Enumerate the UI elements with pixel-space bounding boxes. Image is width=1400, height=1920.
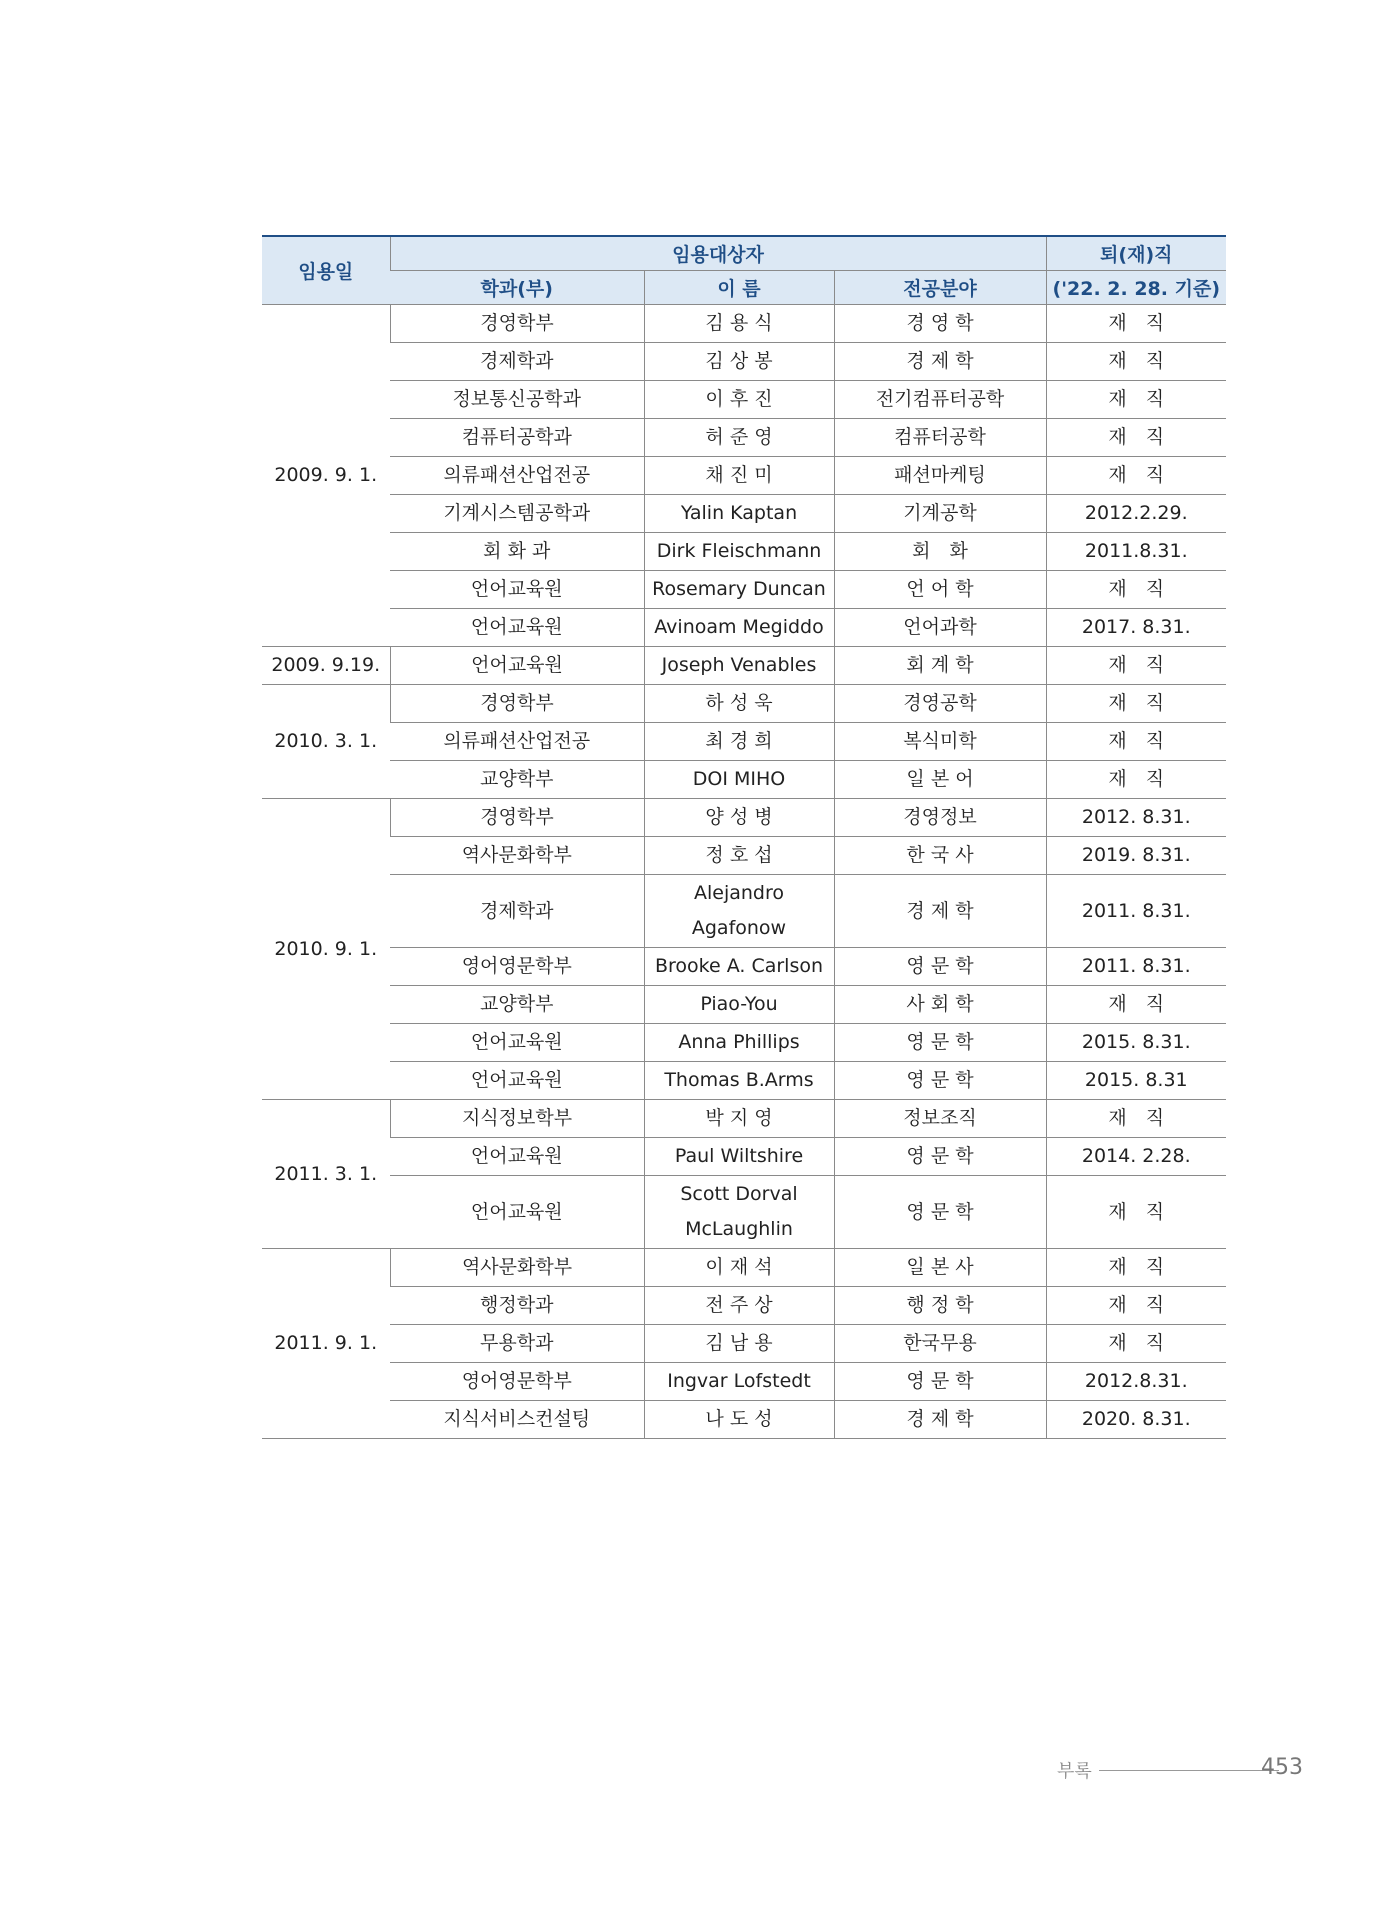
cell-name: 최 경 희	[644, 723, 834, 761]
cell-major-field: 패션마케팅	[834, 457, 1046, 495]
cell-name: 양 성 병	[644, 799, 834, 837]
cell-employment-status: 재 직	[1046, 571, 1226, 609]
cell-name: Anna Phillips	[644, 1024, 834, 1062]
cell-name: Piao-You	[644, 986, 834, 1024]
cell-employment-status: 2014. 2.28.	[1046, 1138, 1226, 1176]
cell-name: Yalin Kaptan	[644, 495, 834, 533]
cell-name: 박 지 영	[644, 1100, 834, 1138]
cell-major-field: 영 문 학	[834, 1024, 1046, 1062]
table-row	[262, 685, 1226, 723]
cell-major-field: 전기컴퓨터공학	[834, 381, 1046, 419]
table-row	[262, 799, 1226, 837]
cell-employment-status: 2020. 8.31.	[1046, 1401, 1226, 1439]
cell-employment-status: 재 직	[1046, 1249, 1226, 1287]
cell-department: 역사문화학부	[390, 837, 644, 875]
cell-name: 나 도 성	[644, 1401, 834, 1439]
cell-name: 전 주 상	[644, 1287, 834, 1325]
table-row	[262, 723, 1226, 761]
cell-major-field: 회 화	[834, 533, 1046, 571]
cell-department: 회 화 과	[390, 533, 644, 571]
cell-major-field: 경영정보	[834, 799, 1046, 837]
cell-name: Rosemary Duncan	[644, 571, 834, 609]
cell-department: 경제학과	[390, 343, 644, 381]
cell-department: 행정학과	[390, 1287, 644, 1325]
cell-department: 영어영문학부	[390, 948, 644, 986]
footer-divider	[1099, 1770, 1279, 1771]
cell-major-field: 컴퓨터공학	[834, 419, 1046, 457]
cell-employment-status: 재 직	[1046, 685, 1226, 723]
cell-major-field: 경 영 학	[834, 305, 1046, 343]
cell-department: 의류패션산업전공	[390, 457, 644, 495]
header-status-line1: 퇴(재)직	[1046, 236, 1226, 271]
cell-employment-status: 재 직	[1046, 1176, 1226, 1249]
header-status-line2: ('22. 2. 28. 기준)	[1046, 271, 1226, 305]
cell-name-line2: McLaughlin	[685, 1218, 793, 1240]
cell-department: 정보통신공학과	[390, 381, 644, 419]
cell-name: 이 재 석	[644, 1249, 834, 1287]
cell-department: 기계시스템공학과	[390, 495, 644, 533]
header-appointee-group: 임용대상자	[390, 236, 1046, 271]
table-row	[262, 1287, 1226, 1325]
cell-name-line1: Scott Dorval	[680, 1183, 798, 1205]
cell-major-field: 영 문 학	[834, 1176, 1046, 1249]
cell-employment-status: 2012.2.29.	[1046, 495, 1226, 533]
cell-employment-status: 2019. 8.31.	[1046, 837, 1226, 875]
cell-employment-status: 재 직	[1046, 457, 1226, 495]
cell-major-field: 일 본 사	[834, 1249, 1046, 1287]
table-row	[262, 419, 1226, 457]
table-row	[262, 1325, 1226, 1363]
table-row	[262, 875, 1226, 948]
cell-major-field: 경영공학	[834, 685, 1046, 723]
cell-department: 지식서비스컨설팅	[390, 1401, 644, 1439]
cell-name: Ingvar Lofstedt	[644, 1363, 834, 1401]
cell-major-field: 기계공학	[834, 495, 1046, 533]
cell-name: Avinoam Megiddo	[644, 609, 834, 647]
cell-appointment-date: 2011. 9. 1.	[262, 1249, 390, 1439]
cell-major-field: 영 문 학	[834, 948, 1046, 986]
cell-employment-status: 2011. 8.31.	[1046, 948, 1226, 986]
header-dept: 학과(부)	[390, 271, 644, 305]
cell-name: Brooke A. Carlson	[644, 948, 834, 986]
cell-department: 역사문화학부	[390, 1249, 644, 1287]
cell-name: 채 진 미	[644, 457, 834, 495]
table-row	[262, 457, 1226, 495]
cell-employment-status: 2015. 8.31.	[1046, 1024, 1226, 1062]
cell-major-field: 영 문 학	[834, 1062, 1046, 1100]
cell-department: 교양학부	[390, 761, 644, 799]
appointment-table-container	[262, 235, 1226, 1439]
cell-name: 이 후 진	[644, 381, 834, 419]
header-date: 임용일	[262, 236, 390, 305]
cell-name-line2: Agafonow	[691, 917, 787, 939]
table-body	[262, 305, 1226, 1439]
table-row	[262, 1363, 1226, 1401]
cell-department: 언어교육원	[390, 1176, 644, 1249]
cell-employment-status: 재 직	[1046, 723, 1226, 761]
cell-employment-status: 2017. 8.31.	[1046, 609, 1226, 647]
cell-department: 교양학부	[390, 986, 644, 1024]
cell-name: 정 호 섭	[644, 837, 834, 875]
cell-name: Paul Wiltshire	[644, 1138, 834, 1176]
table-row	[262, 533, 1226, 571]
cell-appointment-date: 2010. 3. 1.	[262, 685, 390, 799]
cell-department: 언어교육원	[390, 609, 644, 647]
cell-name: 김 남 용	[644, 1325, 834, 1363]
cell-major-field: 언 어 학	[834, 571, 1046, 609]
table-row	[262, 647, 1226, 685]
cell-major-field: 경 제 학	[834, 875, 1046, 948]
appointment-table	[262, 235, 1226, 1439]
cell-name: 하 성 욱	[644, 685, 834, 723]
cell-employment-status: 재 직	[1046, 647, 1226, 685]
table-row	[262, 381, 1226, 419]
cell-employment-status: 재 직	[1046, 986, 1226, 1024]
cell-major-field: 한 국 사	[834, 837, 1046, 875]
cell-department: 언어교육원	[390, 1024, 644, 1062]
table-row	[262, 761, 1226, 799]
cell-major-field: 경 제 학	[834, 343, 1046, 381]
cell-department: 무용학과	[390, 1325, 644, 1363]
page-footer	[1057, 1755, 1303, 1785]
cell-name	[644, 875, 834, 948]
cell-department: 언어교육원	[390, 1062, 644, 1100]
cell-department: 언어교육원	[390, 647, 644, 685]
cell-major-field: 사 회 학	[834, 986, 1046, 1024]
cell-major-field: 영 문 학	[834, 1138, 1046, 1176]
table-row	[262, 305, 1226, 343]
table-row	[262, 609, 1226, 647]
table-row	[262, 495, 1226, 533]
cell-employment-status: 재 직	[1046, 1100, 1226, 1138]
cell-department: 지식정보학부	[390, 1100, 644, 1138]
cell-department: 영어영문학부	[390, 1363, 644, 1401]
table-row	[262, 1138, 1226, 1176]
cell-name: 허 준 영	[644, 419, 834, 457]
table-header	[262, 236, 1226, 305]
cell-major-field: 영 문 학	[834, 1363, 1046, 1401]
table-row	[262, 1176, 1226, 1249]
cell-department: 언어교육원	[390, 571, 644, 609]
table-row	[262, 1249, 1226, 1287]
cell-employment-status: 재 직	[1046, 1287, 1226, 1325]
cell-employment-status: 재 직	[1046, 419, 1226, 457]
table-row	[262, 837, 1226, 875]
cell-major-field: 경 제 학	[834, 1401, 1046, 1439]
table-row	[262, 571, 1226, 609]
cell-name: Dirk Fleischmann	[644, 533, 834, 571]
cell-major-field: 한국무용	[834, 1325, 1046, 1363]
cell-name: DOI MIHO	[644, 761, 834, 799]
table-row	[262, 986, 1226, 1024]
header-field: 전공분야	[834, 271, 1046, 305]
cell-department: 경영학부	[390, 799, 644, 837]
cell-department: 경영학부	[390, 305, 644, 343]
cell-department: 의류패션산업전공	[390, 723, 644, 761]
cell-name	[644, 1176, 834, 1249]
cell-major-field: 일 본 어	[834, 761, 1046, 799]
table-row	[262, 1401, 1226, 1439]
table-row	[262, 343, 1226, 381]
cell-employment-status: 재 직	[1046, 761, 1226, 799]
cell-name: 김 용 식	[644, 305, 834, 343]
cell-department: 경영학부	[390, 685, 644, 723]
table-row	[262, 948, 1226, 986]
cell-employment-status: 2011. 8.31.	[1046, 875, 1226, 948]
page-number: 453	[1261, 1755, 1303, 1780]
table-row	[262, 1062, 1226, 1100]
cell-employment-status: 2012. 8.31.	[1046, 799, 1226, 837]
header-name: 이 름	[644, 271, 834, 305]
cell-major-field: 정보조직	[834, 1100, 1046, 1138]
cell-major-field: 언어과학	[834, 609, 1046, 647]
table-row	[262, 1024, 1226, 1062]
cell-appointment-date: 2011. 3. 1.	[262, 1100, 390, 1249]
cell-name: Joseph Venables	[644, 647, 834, 685]
cell-employment-status: 재 직	[1046, 1325, 1226, 1363]
cell-name-line1: Alejandro	[693, 882, 784, 904]
cell-major-field: 회 계 학	[834, 647, 1046, 685]
cell-appointment-date: 2009. 9. 1.	[262, 305, 390, 647]
footer-label: 부록	[1057, 1761, 1092, 1782]
table-row	[262, 1100, 1226, 1138]
cell-name: 김 상 봉	[644, 343, 834, 381]
cell-employment-status: 재 직	[1046, 343, 1226, 381]
cell-employment-status: 2012.8.31.	[1046, 1363, 1226, 1401]
cell-employment-status: 2011.8.31.	[1046, 533, 1226, 571]
cell-major-field: 행 정 학	[834, 1287, 1046, 1325]
cell-appointment-date: 2010. 9. 1.	[262, 799, 390, 1100]
cell-department: 언어교육원	[390, 1138, 644, 1176]
cell-major-field: 복식미학	[834, 723, 1046, 761]
cell-department: 컴퓨터공학과	[390, 419, 644, 457]
cell-name: Thomas B.Arms	[644, 1062, 834, 1100]
cell-appointment-date: 2009. 9.19.	[262, 647, 390, 685]
cell-department: 경제학과	[390, 875, 644, 948]
cell-employment-status: 재 직	[1046, 305, 1226, 343]
cell-employment-status: 재 직	[1046, 381, 1226, 419]
cell-employment-status: 2015. 8.31	[1046, 1062, 1226, 1100]
